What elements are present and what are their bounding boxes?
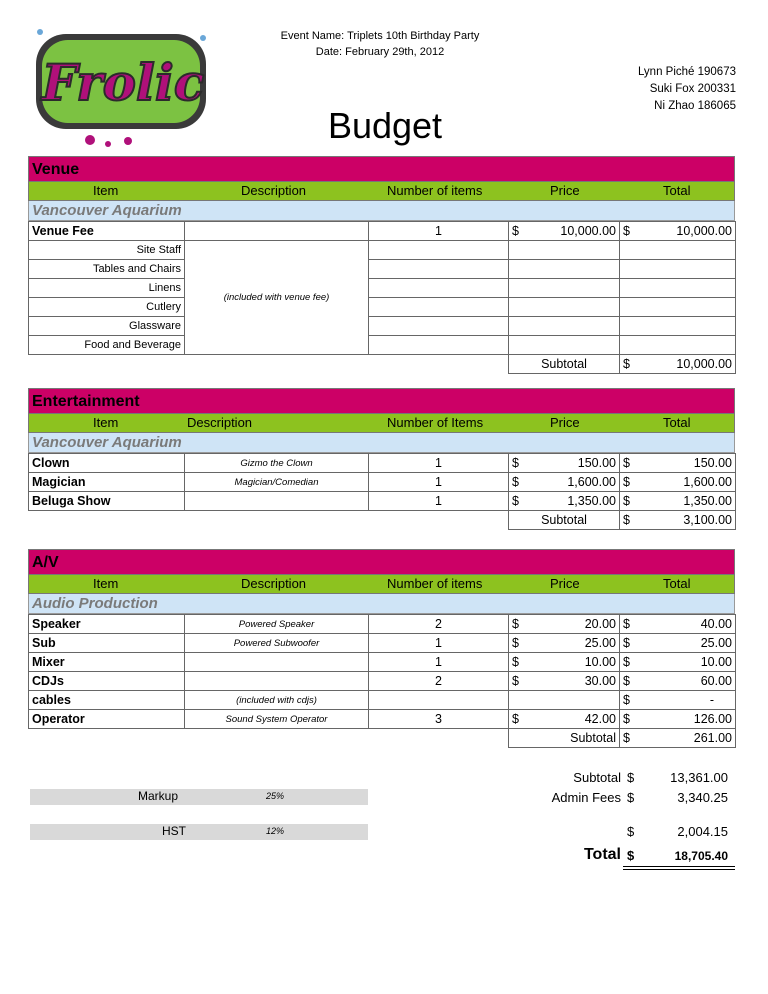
col-quantity: Number of items — [387, 183, 483, 198]
subtotal-label: Subtotal — [509, 511, 620, 530]
venue-table — [28, 221, 736, 374]
currency-symbol: $ — [627, 824, 635, 839]
team-list — [638, 64, 736, 115]
table-row: Glassware — [29, 317, 736, 336]
av-title: A/V — [28, 549, 735, 575]
col-total: Total — [663, 183, 691, 198]
col-description: Description — [187, 415, 253, 430]
grand-total-value: 18,705.40 — [674, 849, 728, 863]
event-date: Date: February 29th, 2012 — [315, 46, 445, 58]
desc-cell — [185, 222, 369, 241]
hst-value: 12% — [266, 826, 285, 836]
entertainment-header — [28, 414, 735, 433]
table-row: cables (included with cdjs) $ - — [29, 691, 736, 710]
markup-row — [30, 789, 368, 805]
entertainment-title: Entertainment — [28, 388, 735, 414]
col-price: Price — [550, 415, 580, 430]
table-row: Operator Sound System Operator 3 $ 42.00 $ 126.00 — [29, 710, 736, 729]
subtotal-row — [29, 355, 736, 374]
venue-title: Venue — [28, 156, 735, 182]
included-note: (included with venue fee) — [185, 241, 369, 355]
col-total: Total — [663, 415, 691, 430]
hst-row — [30, 824, 368, 840]
subtotal-label: Subtotal — [509, 729, 620, 748]
subtotal-value: $ 3,100.00 — [620, 511, 736, 530]
qty-cell: 1 — [369, 222, 509, 241]
table-row: Cutlery — [29, 298, 736, 317]
summary-subtotal-label: Subtotal — [573, 770, 621, 785]
subtotal-row — [29, 729, 736, 748]
event-name: Event Name: Triplets 10th Birthday Party — [280, 30, 480, 42]
team-member: Lynn Piché 190673 — [637, 66, 736, 78]
double-underline — [623, 866, 735, 870]
subtotal-label: Subtotal — [509, 355, 620, 374]
hst-label: HST — [162, 824, 186, 838]
col-item: Item — [93, 183, 119, 198]
currency-symbol: $ — [627, 848, 635, 863]
grand-total-label: Total — [583, 846, 621, 863]
table-row: Linens — [29, 279, 736, 298]
col-description: Description — [241, 576, 307, 591]
admin-fees-value: 3,340.25 — [677, 790, 728, 805]
av-table — [28, 614, 736, 748]
col-item: Item — [93, 415, 119, 430]
total-cell: $ 10,000.00 — [620, 222, 736, 241]
team-member: Ni Zhao 186065 — [654, 100, 736, 112]
col-price: Price — [550, 183, 580, 198]
markup-value: 25% — [266, 791, 285, 801]
entertainment-subheader: Vancouver Aquarium — [28, 433, 735, 453]
hst-amount: 2,004.15 — [677, 824, 728, 839]
table-row: Clown Gizmo the Clown 1 $ 150.00 $ 150.00 — [29, 454, 736, 473]
price-cell: $ 10,000.00 — [509, 222, 620, 241]
item-cell: Venue Fee — [29, 222, 185, 241]
venue-header — [28, 182, 735, 201]
table-row: Magician Magician/Comedian 1 $ 1,600.00 $ 1,600.00 — [29, 473, 736, 492]
markup-label: Markup — [138, 789, 179, 803]
av-subheader: Audio Production — [28, 594, 735, 614]
page-title: Budget — [327, 105, 443, 146]
venue-section — [28, 156, 735, 374]
col-price: Price — [550, 576, 580, 591]
table-row: Site Staff (included with venue fee) — [29, 241, 736, 260]
col-quantity: Number of Items — [387, 415, 484, 430]
col-quantity: Number of items — [387, 576, 483, 591]
table-row: Tables and Chairs — [29, 260, 736, 279]
col-total: Total — [663, 576, 691, 591]
entertainment-section — [28, 388, 735, 530]
team-member: Suki Fox 200331 — [649, 83, 736, 95]
subtotal-value: $ 261.00 — [620, 729, 736, 748]
table-row: Sub Powered Subwoofer 1 $ 25.00 $ 25.00 — [29, 634, 736, 653]
entertainment-table — [28, 453, 736, 530]
table-row: Speaker Powered Speaker 2 $ 20.00 $ 40.00 — [29, 615, 736, 634]
table-row: Beluga Show 1 $ 1,350.00 $ 1,350.00 — [29, 492, 736, 511]
venue-subheader: Vancouver Aquarium — [28, 201, 735, 221]
table-row: Food and Beverage — [29, 336, 736, 355]
table-row: Mixer 1 $ 10.00 $ 10.00 — [29, 653, 736, 672]
subtotal-value: $ 10,000.00 — [620, 355, 736, 374]
col-item: Item — [93, 576, 119, 591]
av-header — [28, 575, 735, 594]
table-row: CDJs 2 $ 30.00 $ 60.00 — [29, 672, 736, 691]
av-section — [28, 549, 735, 748]
currency-symbol: $ — [627, 790, 635, 805]
table-row — [29, 222, 736, 241]
summary-subtotal-value: 13,361.00 — [670, 770, 728, 785]
logo-text: Frolic — [41, 53, 205, 112]
col-description: Description — [241, 183, 307, 198]
subtotal-row — [29, 511, 736, 530]
admin-fees-label: Admin Fees — [551, 790, 621, 805]
frolic-logo — [28, 20, 218, 150]
currency-symbol: $ — [627, 770, 635, 785]
